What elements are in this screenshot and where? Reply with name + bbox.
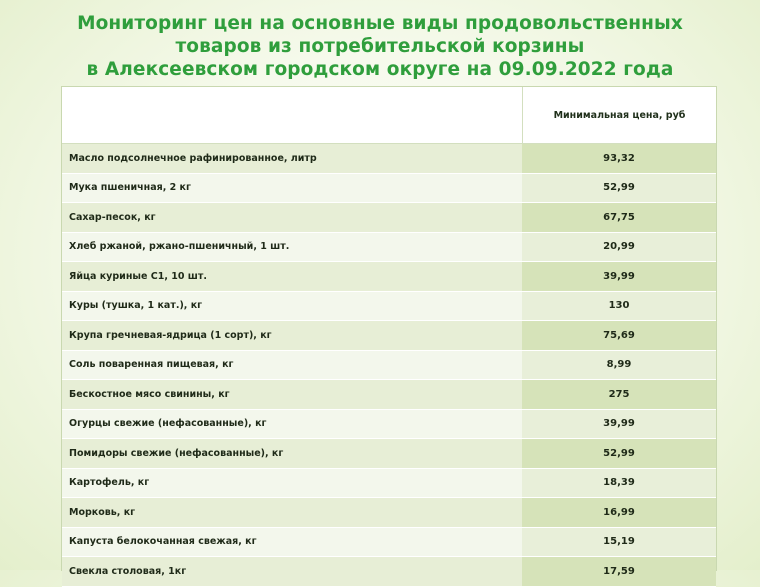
product-price: 39,99 xyxy=(522,410,716,439)
product-name: Картофель, кг xyxy=(62,469,522,498)
product-price: 15,19 xyxy=(522,528,716,557)
table-row xyxy=(62,351,716,381)
table-row xyxy=(62,203,716,233)
product-name: Яйца куриные С1, 10 шт. xyxy=(62,262,522,291)
table-row xyxy=(62,410,716,440)
product-name: Помидоры свежие (нефасованные), кг xyxy=(62,439,522,468)
title-line-2: товаров из потребительской корзины xyxy=(175,36,585,57)
table-row xyxy=(62,292,716,322)
product-name: Хлеб ржаной, ржано-пшеничный, 1 шт. xyxy=(62,233,522,262)
table-row xyxy=(62,380,716,410)
product-price: 16,99 xyxy=(522,498,716,527)
header-price-cell: Минимальная цена, руб xyxy=(553,109,686,121)
product-price: 39,99 xyxy=(522,262,716,291)
product-price: 17,59 xyxy=(522,557,716,586)
product-name: Крупа гречневая-ядрица (1 сорт), кг xyxy=(62,321,522,350)
table-row xyxy=(62,557,716,587)
product-name: Морковь, кг xyxy=(62,498,522,527)
product-price: 75,69 xyxy=(522,321,716,350)
product-name: Огурцы свежие (нефасованные), кг xyxy=(62,410,522,439)
title-line-1: Мониторинг цен на основные виды продовольственных xyxy=(77,13,683,34)
product-price: 67,75 xyxy=(522,203,716,232)
product-name: Куры (тушка, 1 кат.), кг xyxy=(62,292,522,321)
table-row xyxy=(62,233,716,263)
table-row xyxy=(62,321,716,351)
price-table xyxy=(61,86,717,577)
table-row xyxy=(62,498,716,528)
table-row xyxy=(62,174,716,204)
product-name: Свекла столовая, 1кг xyxy=(62,557,522,586)
table-row xyxy=(62,144,716,174)
product-name: Масло подсолнечное рафинированное, литр xyxy=(62,144,522,173)
product-price: 130 xyxy=(522,292,716,321)
product-price: 93,32 xyxy=(522,144,716,173)
product-name: Сахар-песок, кг xyxy=(62,203,522,232)
product-price: 52,99 xyxy=(522,439,716,468)
table-header-row xyxy=(62,87,716,144)
table-row xyxy=(62,262,716,292)
product-name: Соль поваренная пищевая, кг xyxy=(62,351,522,380)
product-price: 275 xyxy=(522,380,716,409)
product-name: Капуста белокочанная свежая, кг xyxy=(62,528,522,557)
product-name: Бескостное мясо свинины, кг xyxy=(62,380,522,409)
page-title xyxy=(0,12,760,81)
product-price: 20,99 xyxy=(522,233,716,262)
header-product-cell xyxy=(62,87,523,143)
table-row xyxy=(62,439,716,469)
title-line-3: в Алексеевском городском округе на 09.09.2022 года xyxy=(86,59,674,80)
product-price: 8,99 xyxy=(522,351,716,380)
table-row xyxy=(62,469,716,499)
table-row xyxy=(62,528,716,558)
product-name: Мука пшеничная, 2 кг xyxy=(62,174,522,203)
product-price: 52,99 xyxy=(522,174,716,203)
product-price: 18,39 xyxy=(522,469,716,498)
